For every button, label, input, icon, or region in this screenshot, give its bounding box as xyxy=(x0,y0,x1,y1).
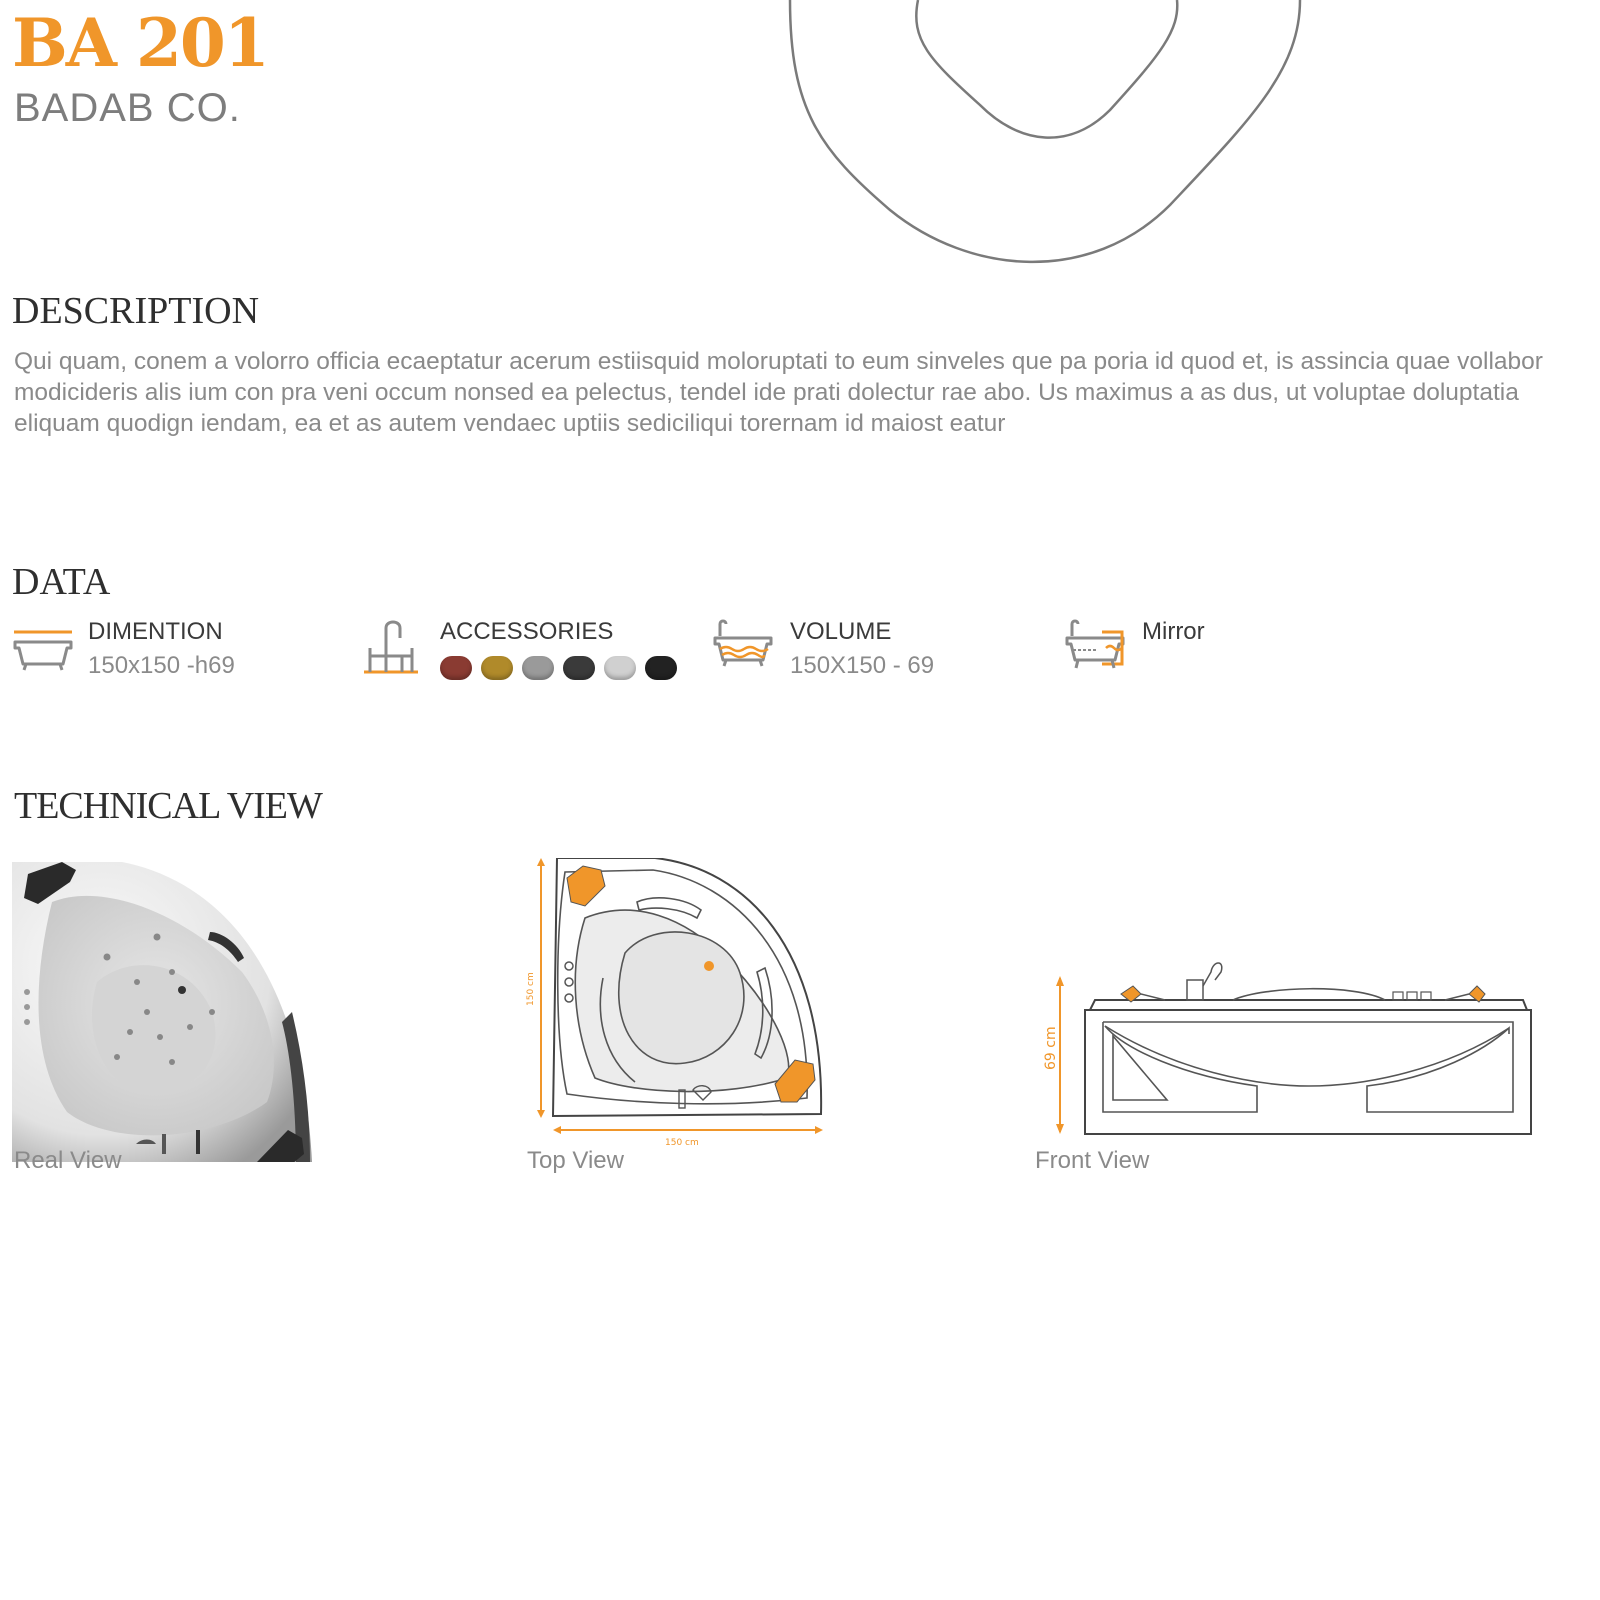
description-heading: DESCRIPTION xyxy=(12,290,260,332)
faucet-icon xyxy=(362,616,422,676)
company-name: BADAB CO. xyxy=(14,86,241,130)
top-view-label: Top View xyxy=(527,1147,624,1174)
front-view-label: Front View xyxy=(1035,1147,1150,1174)
volume-label: VOLUME xyxy=(790,618,892,645)
data-heading: DATA xyxy=(12,561,111,603)
swatch-silver[interactable] xyxy=(522,656,554,680)
front-view-height-dimension: 69 cm xyxy=(1043,1026,1059,1070)
color-swatches xyxy=(440,656,677,680)
bathtub-water-icon xyxy=(712,618,774,670)
data-item-accessories xyxy=(362,612,692,682)
real-view-image xyxy=(12,862,312,1162)
top-view-drawing xyxy=(525,858,835,1148)
description-text: Qui quam, conem a volorro officia ecaeptatur acerum estiisquid moloruptati to eum sinveles que pa poria id quod et, is assincia quae vollabor modicideris alis ium con pra veni occum nonsed ea pelectus, tendel ide prati dolectur rae abo. Us maximus a as dus, ut voluptae doluptatia eliquam quodign iendam, ea et as autem vendaec uptiis sediciliqui torernam id maiost eatur xyxy=(14,348,1543,437)
swatch-white-chrome[interactable] xyxy=(604,656,636,680)
swatch-black-white[interactable] xyxy=(645,656,677,680)
top-view-width-dimension: 150 cm xyxy=(665,1138,699,1148)
dimension-label: DIMENTION xyxy=(88,618,223,645)
front-view-drawing xyxy=(1035,950,1575,1150)
swatch-copper[interactable] xyxy=(440,656,472,680)
accessories-label: ACCESSORIES xyxy=(440,618,614,645)
bathtub-outline-graphic xyxy=(780,0,1340,285)
volume-value: 150X150 - 69 xyxy=(790,652,935,679)
dimension-value: 150x150 -h69 xyxy=(88,652,235,679)
bathtub-dimension-icon xyxy=(12,626,74,674)
swatch-black-chrome[interactable] xyxy=(563,656,595,680)
top-view-height-dimension: 150 cm xyxy=(526,972,536,1006)
data-item-dimension xyxy=(12,612,332,682)
product-code: BA 201 xyxy=(12,4,268,82)
mirror-label: Mirror xyxy=(1142,618,1205,645)
technical-view-heading: TECHNICAL VIEW xyxy=(14,785,322,827)
swatch-gold[interactable] xyxy=(481,656,513,680)
data-item-mirror xyxy=(1064,612,1384,682)
real-view-label: Real View xyxy=(14,1147,122,1174)
bathtub-mirror-icon xyxy=(1064,618,1126,672)
data-item-volume xyxy=(712,612,1032,682)
